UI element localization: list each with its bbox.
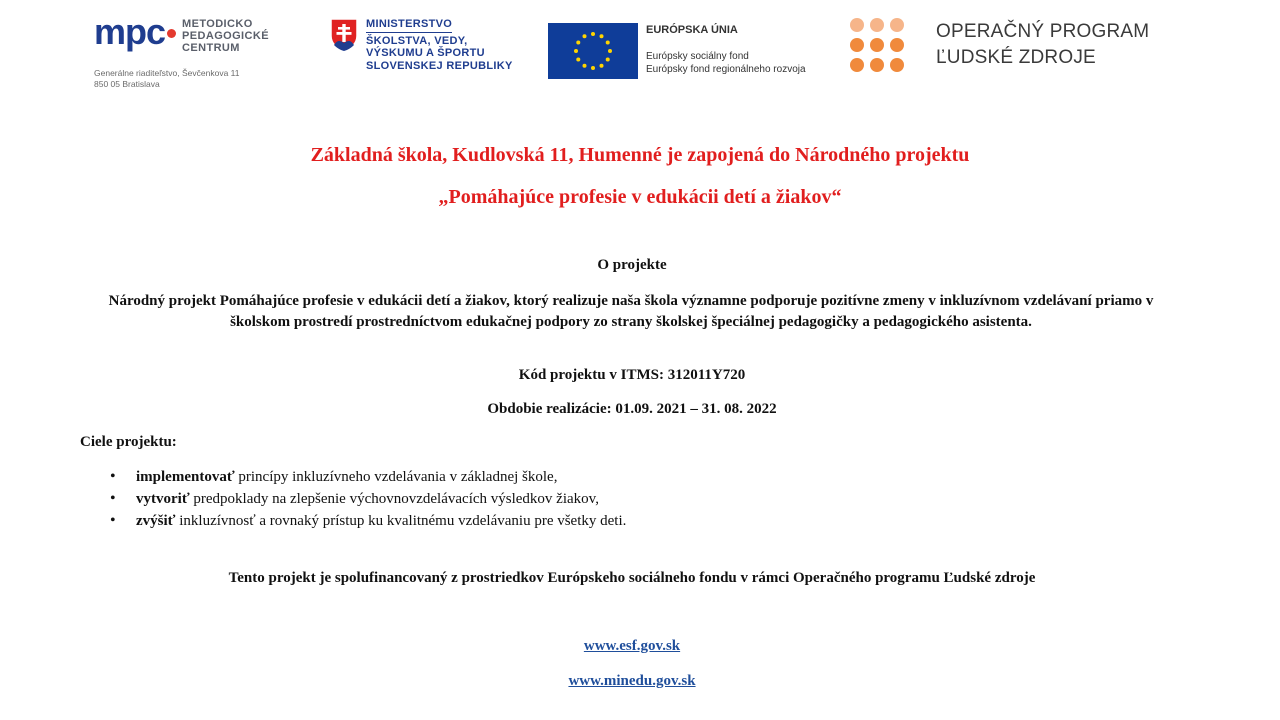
eu-star-icon [591,32,595,36]
esf-link[interactable]: www.esf.gov.sk [583,638,681,654]
op-dot-icon [870,58,884,72]
op-dot-icon [870,18,884,32]
eu-star-icon [576,41,580,45]
eu-star-icon [600,34,604,38]
eu-logo [548,23,806,79]
op-dots-icon [850,18,904,72]
list-item: • vytvoriť predpoklady na zlepšenie výchovnovzdelávacích výsledkov žiakov, [110,488,626,510]
goals-list [110,466,626,532]
eu-star-icon [583,64,587,68]
op-dot-icon [850,38,864,52]
about-title: O projekte [597,257,667,273]
op-dot-icon [890,18,904,32]
eu-flag-icon [548,23,638,79]
about-text: Národný projekt Pomáhajúce profesie v edukácii detí a žiakov, ktorý realizuje naša škola významne podporuje pozitívne zmeny v inkluzívnom vzdelávaní priamo v školskom prostredí prostredníctvom edukačnej podpory zo strany školskej špeciálnej pedagogičky a pedagogického asistenta. [108,293,1154,330]
op-dot-icon [870,38,884,52]
op-dot-icon [890,58,904,72]
op-dot-icon [850,18,864,32]
mpc-dot-icon [167,29,176,38]
op-dot-icon [890,38,904,52]
realization-period: Obdobie realizácie: 01.09. 2021 – 31. 08. 2022 [487,401,777,417]
eu-star-icon [583,34,587,38]
list-item: • implementovať princípy inkluzívneho vzdelávania v základnej škole, [110,466,626,488]
eu-star-icon [606,58,610,62]
eu-star-icon [591,66,595,70]
minedu-link[interactable]: www.minedu.gov.sk [568,673,696,689]
mpc-address: Generálne riaditeľstvo, Ševčenkova 11 850 05 Bratislava [94,68,240,89]
cofinancing-note: Tento projekt je spolufinancovaný z prostriedkov Európskeho sociálneho fondu v rámci Operačného programu Ľudské zdroje [228,570,1036,586]
logo-bar [0,0,1280,110]
eu-star-icon [600,64,604,68]
eu-star-icon [606,41,610,45]
ministry-name: MINISTERSTVO ŠKOLSTVA, VEDY, VÝSKUMU A ŠPORTU SLOVENSKEJ REPUBLIKY [366,18,513,72]
mpc-logo [94,11,269,90]
op-dot-icon [850,58,864,72]
eu-star-icon [574,49,578,53]
eu-star-icon [576,58,580,62]
headline-line-2: „Pomáhajúce profesie v edukácii detí a žiakov“ [438,186,842,208]
slovak-coat-of-arms-icon [330,18,358,52]
headline-line-1: Základná škola, Kudlovská 11, Humenné je zapojená do Národného projektu [310,144,970,166]
itms-code: Kód projektu v ITMS: 312011Y720 [518,367,746,383]
goals-title: Ciele projektu: [80,434,177,450]
eu-text: EURÓPSKA ÚNIA Európsky sociálny fond Európsky fond regionálneho rozvoja [646,24,806,75]
op-lz-logo [850,18,1149,72]
list-item: • zvýšiť inkluzívnosť a rovnaký prístup ku kvalitnému vzdelávaniu pre všetky deti. [110,510,626,532]
op-name: OPERAČNÝ PROGRAM ĽUDSKÉ ZDROJE [936,21,1150,68]
eu-star-icon [608,49,612,53]
mpc-name: METODICKO PEDAGOGICKÉ CENTRUM [182,18,269,54]
mpc-logo-mark: mpc [94,11,166,52]
ministry-logo [330,18,513,72]
